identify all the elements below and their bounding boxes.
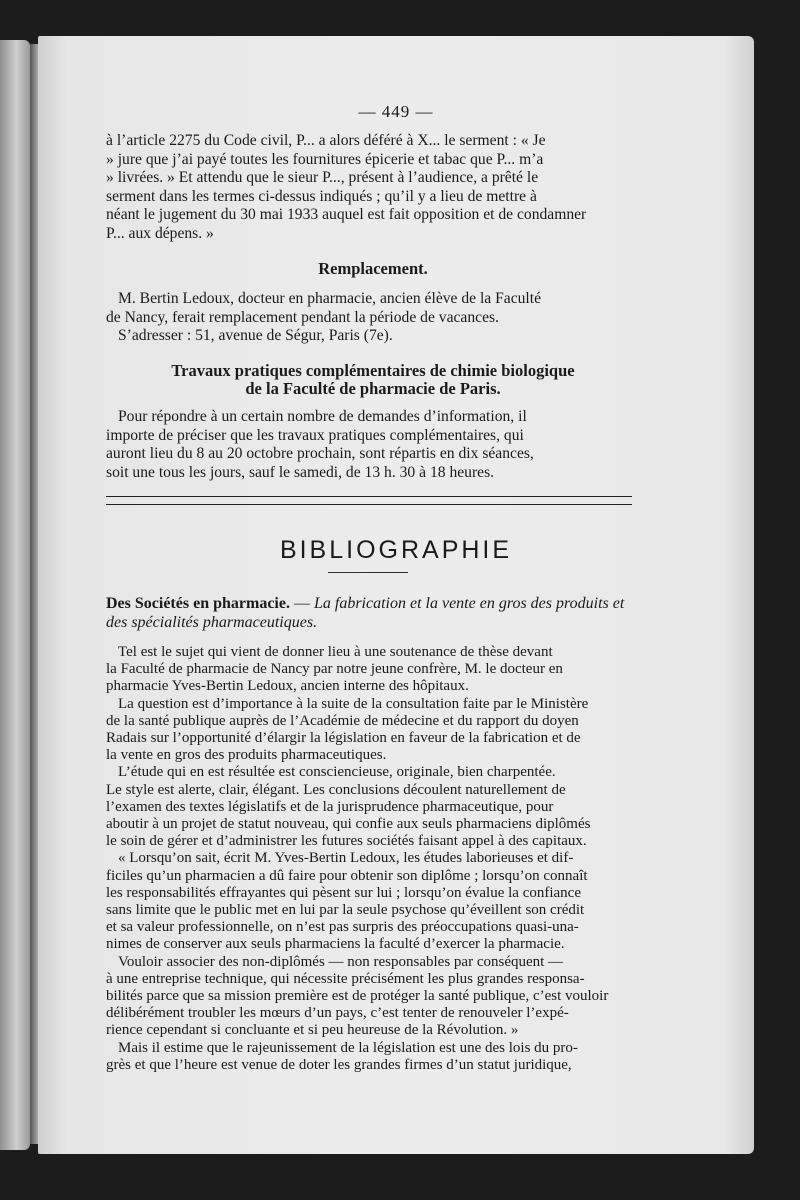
text-line: Radais sur l’opportunité d’élargir la législation en faveur de la fabrication et de [106, 730, 581, 747]
legal-paragraph [106, 132, 636, 244]
text-line: » livrées. » Et attendu que le sieur P..., présent à l’audience, a prêté le [106, 169, 539, 187]
travaux-heading [98, 362, 648, 398]
text-line: aboutir à un projet de statut nouveau, qui confie aux seuls pharmaciens diplômés [106, 816, 591, 833]
section-rule [106, 496, 632, 497]
text-line: S’adresser : 51, avenue de Ségur, Paris (7e). [118, 327, 393, 345]
text-line: P... aux dépens. » [106, 224, 214, 242]
document-page [38, 36, 754, 1154]
text-line: la vente en gros des produits pharmaceutiques. [106, 747, 387, 764]
text-line: nimes de conserver aux seuls pharmaciens la faculté d’exercer la pharmacie. [106, 936, 565, 953]
text-line: bilités parce que sa mission première est de protéger la santé publique, c’est vouloir [106, 988, 609, 1005]
text-line: et sa valeur professionnelle, on n’est pas surpris des préoccupations quasi-una- [106, 919, 579, 936]
entry-subtitle: La fabrication et la vente en gros des produits et des spécialités pharmaceutiques. [106, 595, 625, 631]
text-line: Vouloir associer des non-diplômés — non responsables par conséquent — [118, 953, 564, 970]
remplacement-heading: Remplacement. [318, 259, 428, 278]
text-line: le soin de gérer et d’administrer les futures sociétés faisant appel à des capitaux. [106, 833, 587, 850]
text-line: Pour répondre à un certain nombre de demandes d’information, il [118, 408, 527, 425]
text-line: L’étude qui en est résultée est consciencieuse, originale, bien charpentée. [118, 764, 556, 781]
page-number: — 449 — [358, 102, 434, 121]
travaux-heading-line-2: de la Faculté de pharmacie de Paris. [245, 379, 501, 398]
travaux-paragraph [106, 408, 636, 482]
entry-title: Des Sociétés en pharmacie. [106, 595, 290, 612]
text-line: ficiles qu’un pharmacien a dû faire pour obtenir son diplôme ; lorsqu’on connaît [106, 867, 588, 884]
text-line: de Nancy, ferait remplacement pendant la période de vacances. [106, 308, 499, 326]
remplacement-paragraph [106, 290, 636, 346]
text-line: serment dans les termes ci-dessus indiqués ; qu’il y a lieu de mettre à [106, 187, 537, 205]
facing-page-edge [0, 40, 30, 1150]
text-line: Mais il estime que le rajeunissement de la législation est une des lois du pro- [118, 1039, 578, 1056]
text-line: à l’article 2275 du Code civil, P... a alors déféré à X... le serment : « Je [106, 132, 546, 149]
text-line: soit une tous les jours, sauf le samedi, de 13 h. 30 à 18 heures. [106, 463, 495, 481]
text-line: grès et que l’heure est venue de doter les grandes firmes d’un statut juridique, [106, 1056, 572, 1073]
text-line: La question est d’importance à la suite de la consultation faite par le Ministère [118, 695, 589, 712]
text-line: Le style est alerte, clair, élégant. Les conclusions découlent naturellement de [106, 781, 566, 798]
bibliography-review [106, 644, 636, 1074]
bibliography-entry-title [106, 594, 636, 632]
text-line: importe de préciser que les travaux pratiques complémentaires, qui [106, 426, 524, 444]
text-line: les responsabilités effrayantes qui pèsent sur lui ; lorsqu’on évalue la confiance [106, 884, 581, 901]
text-line: l’examen des textes législatifs et de la jurisprudence pharmaceutique, pour [106, 798, 554, 815]
text-line: auront lieu du 8 au 20 octobre prochain, sont répartis en dix séances, [106, 445, 534, 463]
text-line: Tel est le sujet qui vient de donner lieu à une soutenance de thèse devant [118, 644, 553, 660]
text-line: sans limite que le public met en lui par la seule psychose qu’éveillent son crédit [106, 902, 585, 919]
text-line: à une entreprise technique, qui nécessite précisément les plus grandes responsa- [106, 970, 585, 987]
text-line: rience cependant si concluante et si peu heureuse de la Révolution. » [106, 1022, 519, 1039]
text-line: de la santé publique auprès de l’Académie de médecine et du rapport du doyen [106, 712, 579, 729]
text-line: M. Bertin Ledoux, docteur en pharmacie, ancien élève de la Faculté [118, 290, 542, 307]
text-line: » jure que j’ai payé toutes les fournitures épicerie et tabac que P... m’a [106, 150, 544, 168]
bibliographie-heading: BIBLIOGRAPHIE [279, 536, 513, 564]
entry-dash: — [289, 595, 314, 612]
section-rule [106, 504, 632, 505]
text-line: la Faculté de pharmacie de Nancy par notre jeune confrère, M. le docteur en [106, 661, 563, 678]
travaux-heading-line-1: Travaux pratiques complémentaires de chimie biologique [171, 361, 575, 380]
text-line: néant le jugement du 30 mai 1933 auquel est fait opposition et de condamner [106, 206, 587, 224]
text-line: délibérément troubler les mœurs d’un pays, c’est tenter de renouveler l’expé- [106, 1005, 569, 1022]
text-line: « Lorsqu’on sait, écrit M. Yves-Bertin Ledoux, les études laborieuses et dif- [118, 850, 574, 867]
heading-underline [328, 572, 408, 573]
text-line: pharmacie Yves-Bertin Ledoux, ancien interne des hôpitaux. [106, 678, 469, 695]
